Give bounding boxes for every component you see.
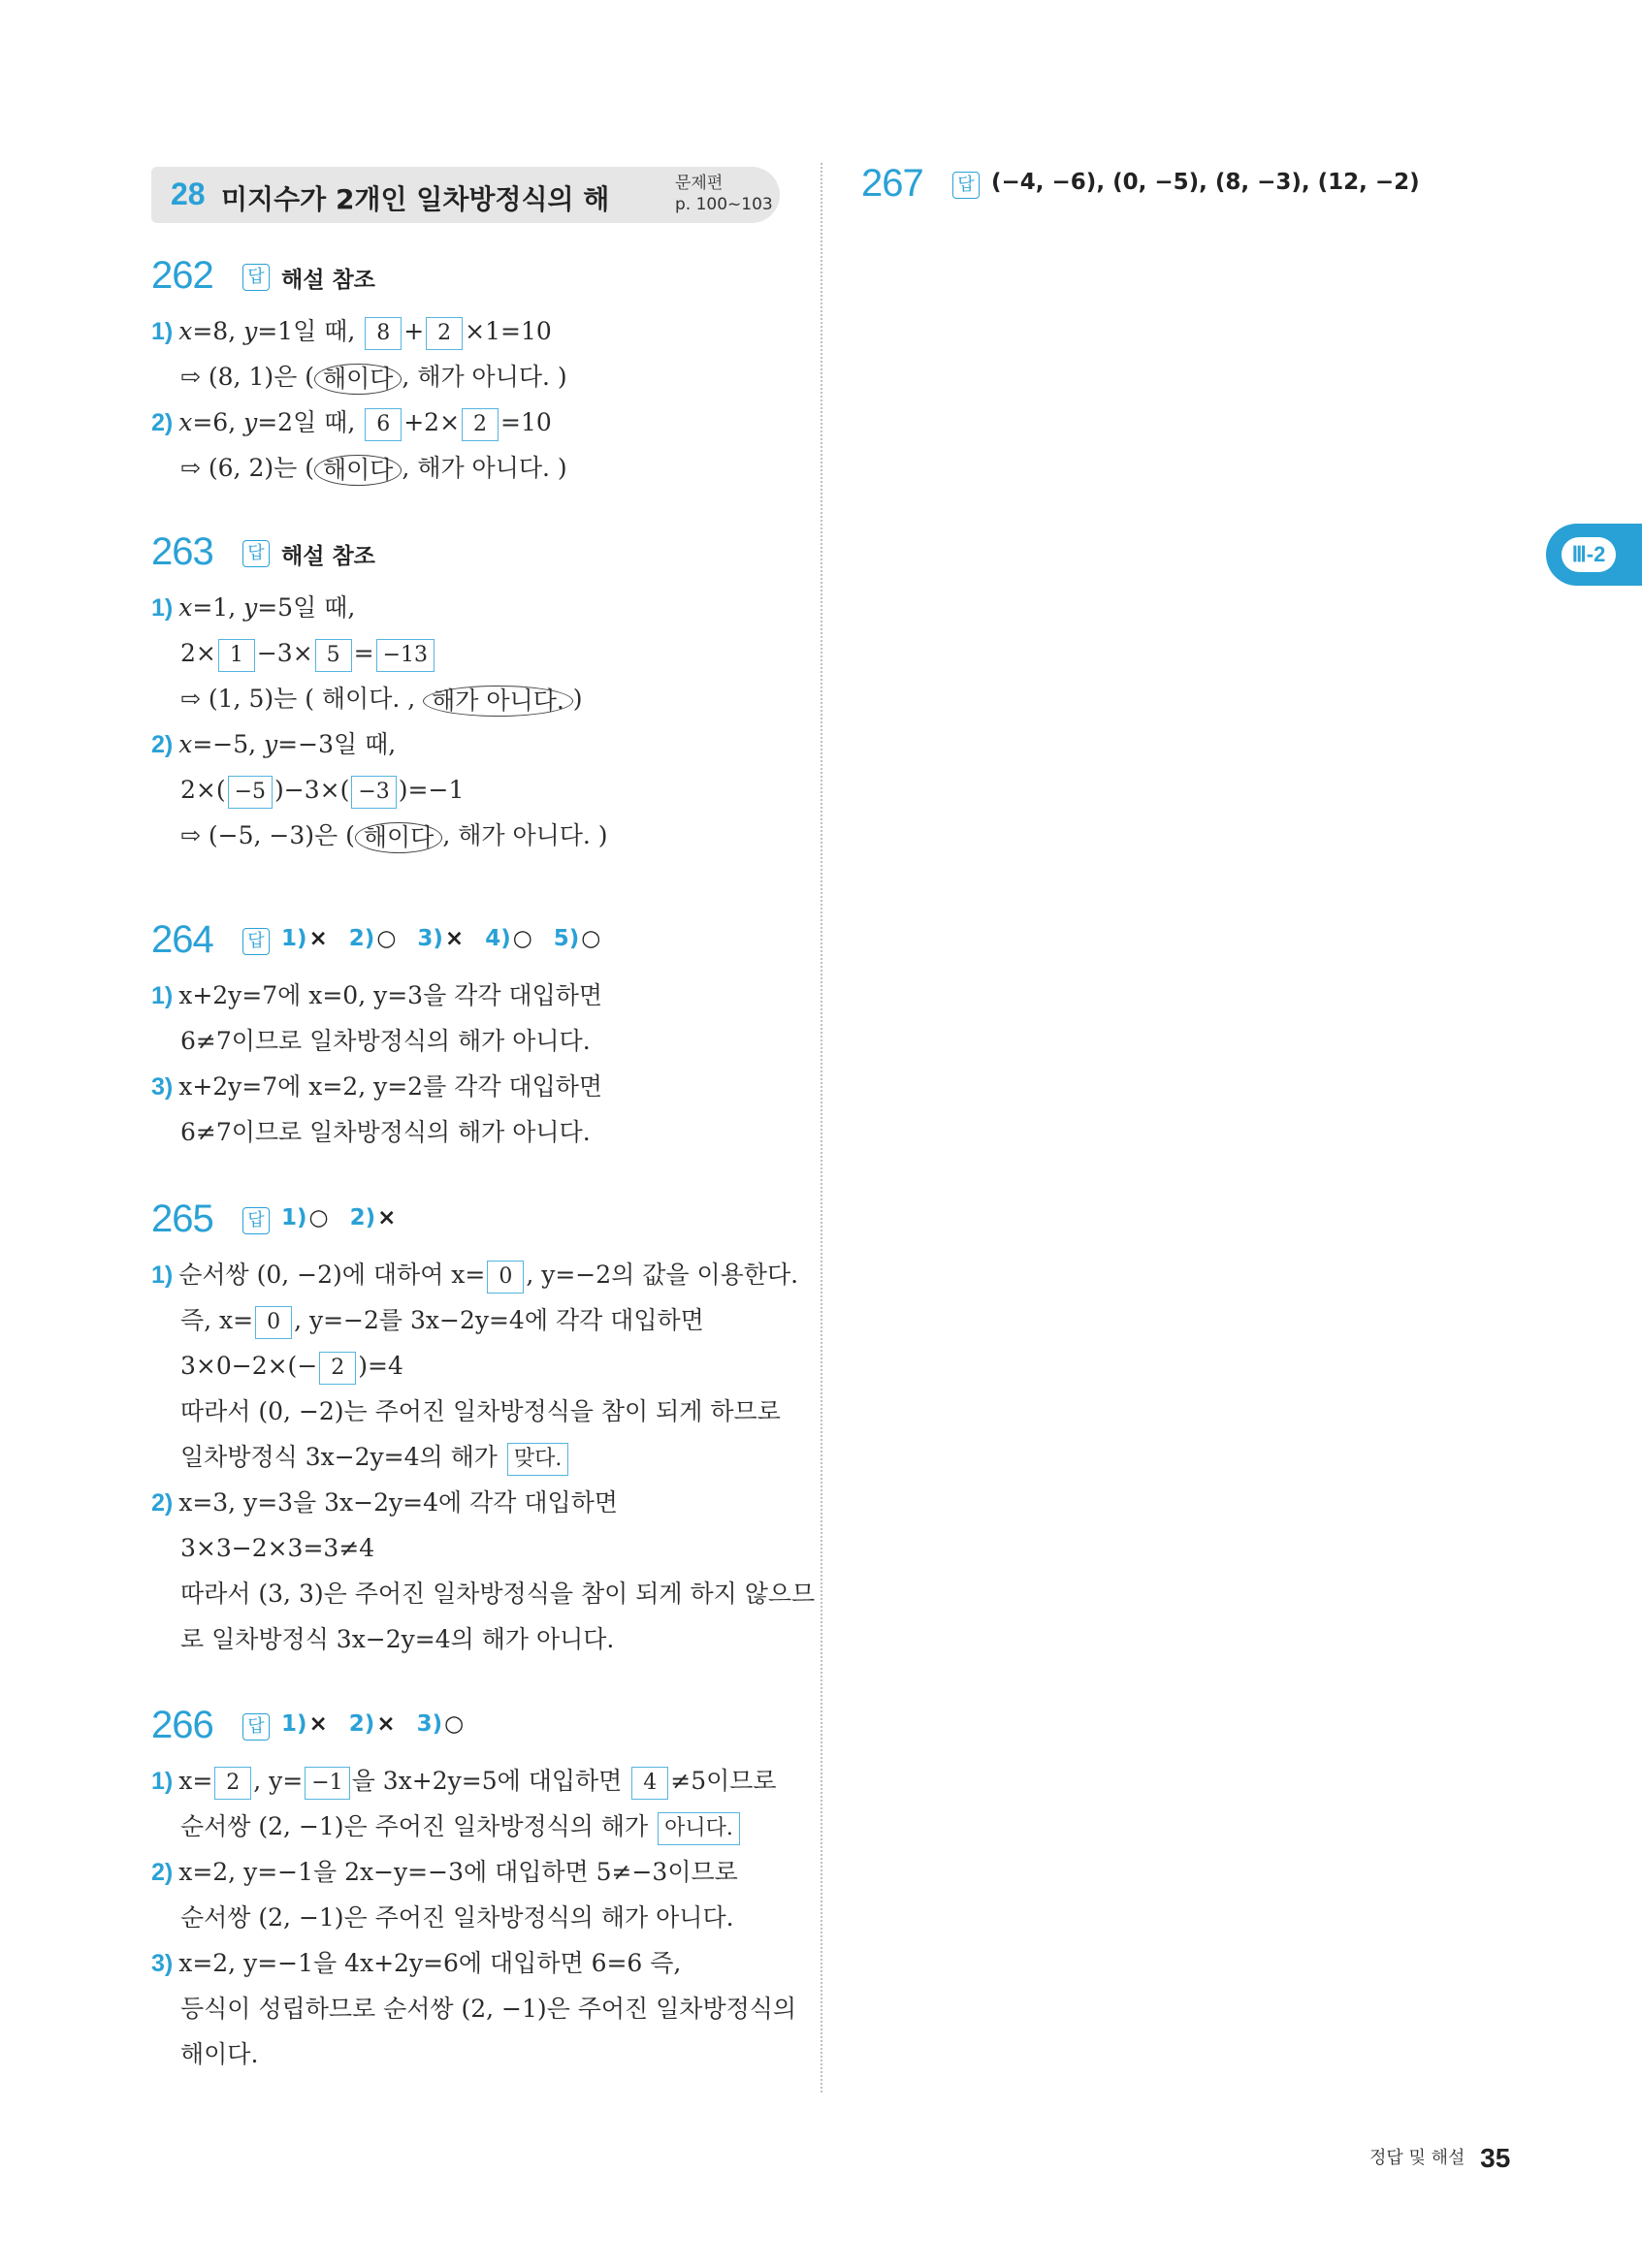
text-span: , y=−2를 3x−2y=4에 각각 대입하면 — [294, 1306, 704, 1334]
text-line — [151, 399, 782, 445]
text-line — [151, 1895, 782, 1940]
text-span: x=3, y=3을 3x−2y=4에 각각 대입하면 — [178, 1488, 618, 1517]
answer-mark: × — [308, 1711, 328, 1737]
answer-box: 1 — [218, 639, 255, 672]
answer-mark: ○ — [376, 926, 397, 951]
variable: x — [178, 408, 193, 436]
answer-mark: × — [308, 926, 328, 951]
text-span: =8, — [192, 317, 244, 345]
answer-mark: × — [444, 926, 465, 951]
text-span: 2× — [180, 639, 216, 667]
text-span: ⇨ (6, 2)는 ( — [180, 454, 314, 482]
text-span: =10 — [500, 408, 552, 436]
answer-box: −13 — [376, 639, 435, 672]
text-span: 3×0−2×(− — [180, 1352, 318, 1380]
text-span: =6, — [192, 408, 244, 436]
answer-box: 4 — [631, 1767, 668, 1800]
problem-number: 266 — [151, 1704, 213, 1746]
item-label: 1) — [151, 982, 174, 1009]
text-line — [151, 1434, 782, 1480]
text-line — [151, 354, 782, 399]
text-span: ×1=10 — [465, 317, 552, 345]
answer-box: 2 — [214, 1767, 251, 1800]
answer-mark: × — [377, 1205, 397, 1230]
text-span: 을 3x+2y=5에 대입하면 — [351, 1767, 630, 1795]
answer-label: 1) — [281, 926, 307, 951]
answer-label: 1) — [281, 1711, 307, 1737]
text-span: 로 일차방정식 3x−2y=4의 해가 아니다. — [180, 1625, 615, 1653]
problem-263 — [151, 530, 782, 858]
answer-text — [281, 1205, 417, 1230]
circled-answer: 해이다 — [314, 364, 402, 395]
chapter-tab-label: Ⅲ-2 — [1562, 537, 1616, 572]
text-line — [151, 585, 782, 630]
text-line — [151, 1525, 782, 1571]
text-span: 따라서 (0, −2)는 주어진 일차방정식을 참이 되게 하므로 — [180, 1397, 781, 1425]
text-line — [151, 445, 782, 491]
text-span: ) — [572, 685, 583, 713]
text-span: 6≠7이므로 일차방정식의 해가 아니다. — [180, 1027, 591, 1055]
text-span: =−3일 때, — [277, 730, 397, 758]
text-span: , y= — [253, 1767, 304, 1795]
answer-label: 1) — [281, 1205, 307, 1230]
text-line — [151, 1940, 782, 1986]
problem-number: 267 — [861, 162, 923, 205]
text-span: ⇨ (1, 5)는 ( 해이다. , — [180, 685, 424, 713]
item-label: 2) — [151, 731, 174, 758]
text-span: )=−1 — [398, 776, 465, 804]
text-span: x=2, y=−1을 2x−y=−3에 대입하면 5≠−3이므로 — [178, 1858, 738, 1886]
text-line — [151, 721, 782, 767]
text-span: x+2y=7에 x=0, y=3을 각각 대입하면 — [178, 981, 603, 1009]
answer-label: 3) — [416, 1711, 443, 1737]
text-span: )−3×( — [274, 776, 350, 804]
chapter-tab — [1546, 524, 1642, 586]
page-number: 35 — [1480, 2143, 1511, 2173]
answer-box: −5 — [228, 776, 273, 809]
answer-mark: ○ — [512, 926, 532, 951]
variable: y — [243, 593, 258, 622]
text-span: 순서쌍 (2, −1)은 주어진 일차방정식의 해가 — [180, 1812, 657, 1840]
text-span: , 해가 아니다. ) — [402, 454, 567, 482]
text-line — [151, 1343, 782, 1389]
problem-265 — [151, 1198, 816, 1662]
answer-tag: 답 — [242, 540, 270, 567]
text-span: ≠5이므로 — [670, 1767, 777, 1795]
text-span: =5일 때, — [257, 593, 356, 622]
answer-label: 2) — [349, 1205, 376, 1230]
answer-mark: × — [376, 1711, 396, 1737]
section-title: 미지수가 2개인 일차방정식의 해 — [221, 183, 610, 215]
section-number: 28 — [171, 176, 206, 211]
answer-text: (−4, −6), (0, −5), (8, −3), (12, −2) — [991, 170, 1420, 195]
column-divider — [821, 163, 822, 2092]
answer-label: 4) — [485, 926, 511, 951]
text-line — [151, 2031, 782, 2077]
text-line — [151, 1616, 782, 1662]
answer-box: 2 — [319, 1352, 356, 1385]
text-span: 따라서 (3, 3)은 주어진 일차방정식을 참이 되게 하지 않으므 — [180, 1580, 816, 1608]
problem-number: 264 — [151, 918, 213, 961]
text-span: 즉, x= — [180, 1306, 254, 1334]
text-line — [151, 1571, 816, 1616]
text-span: =1일 때, — [257, 317, 364, 345]
problem-number: 262 — [151, 254, 213, 297]
answer-label: 5) — [553, 926, 580, 951]
item-label: 1) — [151, 1262, 174, 1289]
item-label: 2) — [151, 1489, 174, 1517]
text-line — [151, 973, 782, 1018]
text-span: 순서쌍 (2, −1)은 주어진 일차방정식의 해가 아니다. — [180, 1903, 734, 1932]
item-label: 2) — [151, 409, 174, 436]
answer-box: 2 — [426, 317, 463, 350]
problem-header — [151, 1198, 782, 1252]
answer-text — [281, 1711, 485, 1737]
variable: x — [178, 317, 193, 345]
item-label: 1) — [151, 594, 174, 622]
answer-box: −1 — [305, 1767, 349, 1800]
problem-264 — [151, 918, 782, 1155]
text-line — [151, 1480, 782, 1525]
text-span: =−5, — [192, 730, 265, 758]
text-line — [151, 1018, 782, 1064]
item-label: 1) — [151, 1768, 174, 1795]
text-line — [151, 767, 782, 813]
circled-answer: 해이다 — [355, 822, 442, 853]
problem-262 — [151, 254, 782, 491]
text-line — [151, 1109, 782, 1155]
text-line — [151, 1297, 782, 1343]
text-span: x=2, y=−1을 4x+2y=6에 대입하면 6=6 즉, — [178, 1949, 682, 1977]
section-ref-label: 문제편 — [675, 174, 724, 193]
text-line — [151, 1064, 782, 1109]
answer-mark: ○ — [444, 1711, 465, 1737]
text-span: x= — [178, 1767, 213, 1795]
item-label: 2) — [151, 1859, 174, 1886]
text-span: )=4 — [358, 1352, 403, 1380]
item-label: 3) — [151, 1073, 174, 1101]
answer-mark: ○ — [581, 926, 601, 951]
text-line — [151, 1849, 782, 1895]
answer-text — [281, 926, 622, 951]
text-line — [151, 1758, 782, 1804]
text-span: 3×3−2×3=3≠4 — [180, 1534, 375, 1562]
variable: y — [243, 408, 258, 436]
problem-266 — [151, 1704, 797, 2077]
problem-header — [151, 1704, 782, 1758]
text-line — [151, 1389, 782, 1434]
text-span: 일차방정식 3x−2y=4의 해가 — [180, 1443, 505, 1471]
text-span: + — [403, 317, 425, 345]
answer-tag: 답 — [242, 1713, 270, 1741]
answer-text: 해설 참조 — [281, 268, 375, 293]
variable: x — [178, 593, 193, 622]
variable: x — [178, 730, 193, 758]
text-line — [151, 1804, 782, 1849]
item-label: 3) — [151, 1950, 174, 1977]
variable: y — [243, 317, 258, 345]
answer-box: 맞다. — [507, 1443, 569, 1476]
section-ref — [675, 173, 773, 215]
variable: y — [264, 730, 278, 758]
text-span: −3× — [256, 639, 313, 667]
answer-label: 2) — [348, 926, 375, 951]
text-line — [151, 676, 782, 721]
answer-box: 6 — [365, 408, 402, 441]
text-span: ⇨ (−5, −3)은 ( — [180, 821, 355, 849]
item-label: 1) — [151, 318, 174, 345]
text-line — [151, 630, 782, 676]
text-line — [151, 1986, 797, 2031]
answer-label: 3) — [417, 926, 443, 951]
answer-box: 5 — [315, 639, 352, 672]
text-span: , 해가 아니다. ) — [402, 363, 567, 391]
text-span: +2× — [403, 408, 461, 436]
circled-answer: 해가 아니다. — [423, 686, 573, 717]
text-span: =1, — [192, 593, 244, 622]
text-span: 6≠7이므로 일차방정식의 해가 아니다. — [180, 1118, 591, 1146]
footer-label: 정답 및 해설 — [1369, 2148, 1465, 2168]
problem-header — [861, 162, 1490, 216]
text-span: =2일 때, — [257, 408, 364, 436]
problem-header — [151, 530, 782, 585]
answer-tag: 답 — [952, 172, 980, 199]
text-span: ⇨ (8, 1)은 ( — [180, 363, 314, 391]
answer-tag: 답 — [242, 1207, 270, 1234]
answer-text: 해설 참조 — [281, 544, 375, 569]
problem-number: 263 — [151, 530, 213, 573]
text-span: 해이다. — [180, 2040, 259, 2068]
text-span: = — [353, 639, 374, 667]
text-span: 등식이 성립하므로 순서쌍 (2, −1)은 주어진 일차방정식의 — [180, 1995, 797, 2023]
text-line — [151, 1252, 799, 1297]
text-span: x+2y=7에 x=2, y=2를 각각 대입하면 — [178, 1072, 603, 1101]
page-footer — [1369, 2143, 1510, 2174]
answer-box: 2 — [462, 408, 499, 441]
answer-box: 아니다. — [658, 1812, 740, 1845]
answer-box: −3 — [351, 776, 396, 809]
circled-answer: 해이다 — [314, 455, 402, 486]
text-span: 2×( — [180, 776, 226, 804]
problem-header — [151, 918, 782, 973]
text-span: 순서쌍 (0, −2)에 대하여 x= — [178, 1261, 486, 1289]
text-line — [151, 308, 782, 354]
answer-tag: 답 — [242, 928, 270, 955]
answer-label: 2) — [348, 1711, 375, 1737]
text-span: , 해가 아니다. ) — [442, 821, 608, 849]
answer-box: 0 — [255, 1306, 292, 1339]
answer-box: 0 — [487, 1261, 524, 1294]
answer-box: 8 — [365, 317, 402, 350]
problem-267 — [861, 162, 1490, 216]
section-ref-pages: p. 100~103 — [675, 195, 773, 214]
problem-number: 265 — [151, 1198, 213, 1240]
problem-header — [151, 254, 782, 308]
text-span: , y=−2의 값을 이용한다. — [526, 1261, 799, 1289]
text-line — [151, 813, 782, 858]
section-header — [151, 167, 780, 223]
answer-tag: 답 — [242, 264, 270, 291]
answer-mark: ○ — [308, 1205, 329, 1230]
